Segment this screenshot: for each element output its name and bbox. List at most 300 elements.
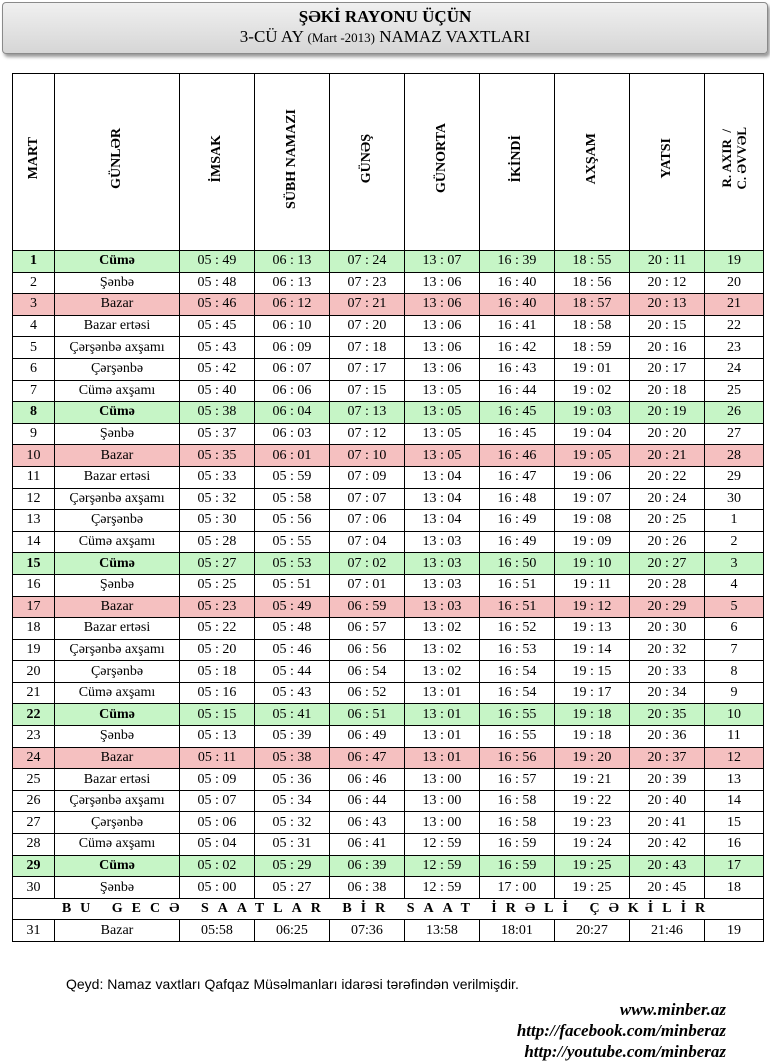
table-row: [13, 358, 764, 380]
table-row: [13, 596, 764, 618]
table-row: [13, 682, 764, 704]
day-number: 7: [13, 380, 55, 402]
time-cell: 16 : 54: [480, 682, 555, 704]
time-cell: 05 : 11: [180, 747, 255, 769]
time-cell: 5: [705, 596, 764, 618]
time-cell: 05 : 20: [180, 639, 255, 661]
day-number: 24: [13, 747, 55, 769]
time-cell: 17 : 00: [480, 877, 555, 899]
time-cell: 18: [705, 877, 764, 899]
time-cell: 19: [705, 251, 764, 273]
time-cell: 16 : 42: [480, 337, 555, 359]
time-cell: 13 : 05: [405, 402, 480, 424]
time-cell: 05 : 46: [180, 294, 255, 316]
time-cell: 18 : 55: [555, 251, 630, 273]
weekday-name: Bazar: [55, 294, 180, 316]
time-cell: 07 : 04: [330, 531, 405, 553]
time-cell: 16 : 50: [480, 553, 555, 575]
time-cell: 05 : 00: [180, 877, 255, 899]
time-cell: 13 : 01: [405, 726, 480, 748]
time-cell: 05 : 29: [255, 855, 330, 877]
time-cell: 20 : 32: [630, 639, 705, 661]
col-yatsi: YATSI: [630, 74, 705, 251]
time-cell: 20 : 41: [630, 812, 705, 834]
time-cell: 06 : 06: [255, 380, 330, 402]
col-gunes: GÜNƏŞ: [330, 74, 405, 251]
time-cell: 9: [705, 682, 764, 704]
table-header-row: [13, 74, 764, 251]
day-number: 2: [13, 272, 55, 294]
time-cell: 27: [705, 423, 764, 445]
time-cell: 13 : 06: [405, 337, 480, 359]
time-cell: 20 : 40: [630, 790, 705, 812]
table-row: [13, 855, 764, 877]
time-cell: 19 : 25: [555, 877, 630, 899]
time-cell: 05 : 49: [255, 596, 330, 618]
time-cell: 05 : 59: [255, 466, 330, 488]
day-number: 20: [13, 661, 55, 683]
time-cell: 07 : 10: [330, 445, 405, 467]
time-cell: 20 : 13: [630, 294, 705, 316]
time-cell: 26: [705, 402, 764, 424]
time-cell: 06 : 09: [255, 337, 330, 359]
time-cell: 06 : 04: [255, 402, 330, 424]
time-cell: 16 : 49: [480, 510, 555, 532]
time-cell: 12 : 59: [405, 855, 480, 877]
day-number: 25: [13, 769, 55, 791]
time-cell: 05 : 13: [180, 726, 255, 748]
table-row: [13, 380, 764, 402]
time-cell: 06 : 13: [255, 272, 330, 294]
time-cell: 07 : 17: [330, 358, 405, 380]
day-number: 30: [13, 877, 55, 899]
time-cell: 16 : 55: [480, 726, 555, 748]
time-cell: 6: [705, 618, 764, 640]
time-cell: 19 : 03: [555, 402, 630, 424]
time-cell: 16 : 59: [480, 855, 555, 877]
time-cell: 16 : 48: [480, 488, 555, 510]
time-cell: 19 : 24: [555, 834, 630, 856]
time-cell: 7: [705, 639, 764, 661]
time-cell: 13 : 03: [405, 553, 480, 575]
time-cell: 20 : 30: [630, 618, 705, 640]
title-month-label: 3-CÜ AY: [239, 27, 308, 46]
day-number: 6: [13, 358, 55, 380]
day-number: 27: [13, 812, 55, 834]
table-row: [13, 337, 764, 359]
day-number: 14: [13, 531, 55, 553]
title-region: ŞƏKİ RAYONU ÜÇÜN: [298, 7, 472, 26]
time-cell: 11: [705, 726, 764, 748]
time-cell: 16 : 51: [480, 596, 555, 618]
time-cell: 05 : 44: [255, 661, 330, 683]
time-cell: 21: [705, 294, 764, 316]
time-cell: 13 : 03: [405, 531, 480, 553]
notice-row: [13, 898, 764, 920]
time-cell: 20: [705, 272, 764, 294]
time-cell: 16 : 46: [480, 445, 555, 467]
table-row: [13, 618, 764, 640]
link-facebook[interactable]: http://facebook.com/minberaz: [516, 1021, 726, 1040]
weekday-name: Şənbə: [55, 423, 180, 445]
time-cell: 16 : 39: [480, 251, 555, 273]
time-cell: 19 : 05: [555, 445, 630, 467]
time-cell: 05 : 35: [180, 445, 255, 467]
table-row: [13, 747, 764, 769]
time-cell: 07 : 15: [330, 380, 405, 402]
day-number: 12: [13, 488, 55, 510]
time-cell: 13 : 05: [405, 445, 480, 467]
time-cell: 15: [705, 812, 764, 834]
weekday-name: Cümə: [55, 704, 180, 726]
time-cell: 05 : 41: [255, 704, 330, 726]
day-number: 5: [13, 337, 55, 359]
time-cell: 24: [705, 358, 764, 380]
time-cell: 07 : 23: [330, 272, 405, 294]
time-cell: 05:58: [180, 920, 255, 942]
time-cell: 20 : 12: [630, 272, 705, 294]
time-cell: 05 : 49: [180, 251, 255, 273]
time-cell: 28: [705, 445, 764, 467]
time-cell: 07 : 09: [330, 466, 405, 488]
weekday-name: Bazar ertəsi: [55, 315, 180, 337]
time-cell: 19 : 04: [555, 423, 630, 445]
time-cell: 16 : 53: [480, 639, 555, 661]
time-cell: 16 : 41: [480, 315, 555, 337]
time-cell: 13 : 06: [405, 315, 480, 337]
table-row: [13, 488, 764, 510]
time-cell: 05 : 46: [255, 639, 330, 661]
time-cell: 19 : 17: [555, 682, 630, 704]
time-cell: 07 : 06: [330, 510, 405, 532]
time-cell: 06 : 10: [255, 315, 330, 337]
time-cell: 06 : 47: [330, 747, 405, 769]
time-cell: 07 : 12: [330, 423, 405, 445]
weekday-name: Cümə: [55, 553, 180, 575]
day-number: 10: [13, 445, 55, 467]
time-cell: 06:25: [255, 920, 330, 942]
time-cell: 20 : 27: [630, 553, 705, 575]
time-cell: 19 : 11: [555, 574, 630, 596]
weekday-name: Çərşənbə: [55, 358, 180, 380]
title-prayer-times: NAMAZ VAXTLARI: [375, 27, 531, 46]
time-cell: 05 : 33: [180, 466, 255, 488]
time-cell: 19 : 14: [555, 639, 630, 661]
time-cell: 05 : 22: [180, 618, 255, 640]
time-cell: 13 : 04: [405, 488, 480, 510]
time-cell: 16 : 40: [480, 272, 555, 294]
time-cell: 13 : 06: [405, 358, 480, 380]
time-cell: 19 : 08: [555, 510, 630, 532]
weekday-name: Cümə axşamı: [55, 531, 180, 553]
time-cell: 16 : 51: [480, 574, 555, 596]
table-row: [13, 877, 764, 899]
weekday-name: Cümə axşamı: [55, 380, 180, 402]
time-cell: 20 : 15: [630, 315, 705, 337]
time-cell: 20 : 37: [630, 747, 705, 769]
day-number: 19: [13, 639, 55, 661]
time-cell: 20 : 39: [630, 769, 705, 791]
time-cell: 16 : 54: [480, 661, 555, 683]
weekday-name: Çərşənbə: [55, 510, 180, 532]
time-cell: 2: [705, 531, 764, 553]
time-cell: 19 : 07: [555, 488, 630, 510]
day-number: 21: [13, 682, 55, 704]
time-cell: 05 : 09: [180, 769, 255, 791]
time-cell: 16 : 43: [480, 358, 555, 380]
weekday-name: Şənbə: [55, 726, 180, 748]
col-mart: MART: [13, 74, 55, 251]
weekday-name: Çərşənbə: [55, 661, 180, 683]
footnote: Qeyd: Namaz vaxtları Qafqaz Müsəlmanları idarəsi tərəfindən verilmişdir.: [66, 976, 519, 992]
col-gunorta: GÜNORTA: [405, 74, 480, 251]
table-row: [13, 251, 764, 273]
day-number: 18: [13, 618, 55, 640]
day-number: 23: [13, 726, 55, 748]
col-gunler: GÜNLƏR: [55, 74, 180, 251]
time-cell: 10: [705, 704, 764, 726]
time-cell: 29: [705, 466, 764, 488]
time-cell: 07 : 24: [330, 251, 405, 273]
weekday-name: Cümə axşamı: [55, 682, 180, 704]
time-cell: 07 : 07: [330, 488, 405, 510]
table-row: [13, 661, 764, 683]
time-cell: 05 : 48: [255, 618, 330, 640]
time-cell: 06 : 51: [330, 704, 405, 726]
time-cell: 16 : 59: [480, 834, 555, 856]
time-cell: 06 : 38: [330, 877, 405, 899]
time-cell: 07 : 18: [330, 337, 405, 359]
time-cell: 05 : 36: [255, 769, 330, 791]
time-cell: 06 : 03: [255, 423, 330, 445]
link-website[interactable]: www.minber.az: [619, 1000, 726, 1019]
time-cell: 06 : 49: [330, 726, 405, 748]
time-cell: 05 : 28: [180, 531, 255, 553]
time-cell: 13 : 01: [405, 682, 480, 704]
time-cell: 20 : 11: [630, 251, 705, 273]
time-cell: 05 : 07: [180, 790, 255, 812]
table-row: [13, 466, 764, 488]
time-cell: 19 : 12: [555, 596, 630, 618]
weekday-name: Bazar: [55, 596, 180, 618]
weekday-name: Çərşənbə axşamı: [55, 488, 180, 510]
table-row: [13, 553, 764, 575]
time-cell: 16 : 47: [480, 466, 555, 488]
time-cell: 12 : 59: [405, 877, 480, 899]
time-cell: 4: [705, 574, 764, 596]
day-number: 17: [13, 596, 55, 618]
time-cell: 05 : 37: [180, 423, 255, 445]
time-cell: 16 : 45: [480, 402, 555, 424]
time-cell: 19 : 23: [555, 812, 630, 834]
time-cell: 18 : 57: [555, 294, 630, 316]
time-cell: 05 : 27: [180, 553, 255, 575]
time-cell: 16 : 45: [480, 423, 555, 445]
time-cell: 18 : 59: [555, 337, 630, 359]
time-cell: 05 : 58: [255, 488, 330, 510]
time-cell: 13 : 07: [405, 251, 480, 273]
table-row: [13, 639, 764, 661]
time-cell: 06 : 59: [330, 596, 405, 618]
time-cell: 30: [705, 488, 764, 510]
time-cell: 17: [705, 855, 764, 877]
time-cell: 05 : 16: [180, 682, 255, 704]
day-number: 4: [13, 315, 55, 337]
time-cell: 06 : 46: [330, 769, 405, 791]
weekday-name: Şənbə: [55, 877, 180, 899]
time-cell: 07 : 21: [330, 294, 405, 316]
col-ikindi: İKİNDİ: [480, 74, 555, 251]
table-row: [13, 315, 764, 337]
time-cell: 13: [705, 769, 764, 791]
time-cell: 20 : 29: [630, 596, 705, 618]
time-cell: 19 : 25: [555, 855, 630, 877]
day-number: 26: [13, 790, 55, 812]
table-row: [13, 294, 764, 316]
time-cell: 06 : 56: [330, 639, 405, 661]
time-cell: 13 : 05: [405, 423, 480, 445]
table-row: [13, 531, 764, 553]
table-row: [13, 423, 764, 445]
time-cell: 05 : 38: [180, 402, 255, 424]
time-cell: 16 : 58: [480, 812, 555, 834]
time-cell: 19 : 10: [555, 553, 630, 575]
table-row: [13, 920, 764, 942]
table-body: [13, 251, 764, 942]
time-cell: 05 : 27: [255, 877, 330, 899]
time-cell: 05 : 32: [180, 488, 255, 510]
time-cell: 13 : 06: [405, 294, 480, 316]
time-cell: 06 : 43: [330, 812, 405, 834]
time-cell: 19 : 22: [555, 790, 630, 812]
time-cell: 20 : 18: [630, 380, 705, 402]
dst-notice: BU GECƏ SAATLAR BİR SAAT İRƏLİ ÇƏKİLİR: [13, 898, 764, 920]
time-cell: 05 : 34: [255, 790, 330, 812]
time-cell: 16: [705, 834, 764, 856]
time-cell: 18:01: [480, 920, 555, 942]
time-cell: 20 : 43: [630, 855, 705, 877]
time-cell: 06 : 12: [255, 294, 330, 316]
time-cell: 13 : 05: [405, 380, 480, 402]
table-row: [13, 402, 764, 424]
time-cell: 16 : 56: [480, 747, 555, 769]
time-cell: 20 : 28: [630, 574, 705, 596]
time-cell: 20 : 35: [630, 704, 705, 726]
time-cell: 19: [705, 920, 764, 942]
time-cell: 05 : 51: [255, 574, 330, 596]
table-row: [13, 704, 764, 726]
time-cell: 07 : 13: [330, 402, 405, 424]
time-cell: 20 : 36: [630, 726, 705, 748]
time-cell: 16 : 52: [480, 618, 555, 640]
time-cell: 07 : 01: [330, 574, 405, 596]
day-number: 28: [13, 834, 55, 856]
table-row: [13, 769, 764, 791]
table-row: [13, 790, 764, 812]
table-row: [13, 812, 764, 834]
time-cell: 16 : 40: [480, 294, 555, 316]
time-cell: 07:36: [330, 920, 405, 942]
time-cell: 05 : 23: [180, 596, 255, 618]
time-cell: 20 : 17: [630, 358, 705, 380]
day-number: 1: [13, 251, 55, 273]
time-cell: 05 : 02: [180, 855, 255, 877]
time-cell: 05 : 18: [180, 661, 255, 683]
day-number: 13: [13, 510, 55, 532]
time-cell: 13:58: [405, 920, 480, 942]
table-row: [13, 510, 764, 532]
weekday-name: Şənbə: [55, 574, 180, 596]
weekday-name: Cümə: [55, 251, 180, 273]
day-number: 29: [13, 855, 55, 877]
time-cell: 05 : 31: [255, 834, 330, 856]
time-cell: 06 : 57: [330, 618, 405, 640]
time-cell: 20 : 45: [630, 877, 705, 899]
time-cell: 25: [705, 380, 764, 402]
time-cell: 20 : 25: [630, 510, 705, 532]
time-cell: 05 : 43: [255, 682, 330, 704]
day-number: 8: [13, 402, 55, 424]
time-cell: 13 : 06: [405, 272, 480, 294]
time-cell: 05 : 06: [180, 812, 255, 834]
time-cell: 16 : 58: [480, 790, 555, 812]
day-number: 31: [13, 920, 55, 942]
time-cell: 05 : 15: [180, 704, 255, 726]
col-axsam: AXŞAM: [555, 74, 630, 251]
time-cell: 20 : 42: [630, 834, 705, 856]
time-cell: 14: [705, 790, 764, 812]
time-cell: 05 : 42: [180, 358, 255, 380]
day-number: 9: [13, 423, 55, 445]
time-cell: 19 : 20: [555, 747, 630, 769]
link-youtube[interactable]: http://youtube.com/minberaz: [524, 1042, 726, 1061]
weekday-name: Çərşənbə axşamı: [55, 337, 180, 359]
title-box: [2, 2, 768, 54]
time-cell: 05 : 25: [180, 574, 255, 596]
time-cell: 16 : 44: [480, 380, 555, 402]
time-cell: 16 : 57: [480, 769, 555, 791]
time-cell: 13 : 03: [405, 596, 480, 618]
time-cell: 3: [705, 553, 764, 575]
time-cell: 19 : 13: [555, 618, 630, 640]
time-cell: 06 : 44: [330, 790, 405, 812]
time-cell: 05 : 38: [255, 747, 330, 769]
time-cell: 20 : 26: [630, 531, 705, 553]
time-cell: 06 : 01: [255, 445, 330, 467]
time-cell: 13 : 02: [405, 639, 480, 661]
time-cell: 20 : 21: [630, 445, 705, 467]
time-cell: 23: [705, 337, 764, 359]
day-number: 3: [13, 294, 55, 316]
weekday-name: Çərşənbə axşamı: [55, 790, 180, 812]
time-cell: 20:27: [555, 920, 630, 942]
time-cell: 13 : 00: [405, 769, 480, 791]
day-number: 15: [13, 553, 55, 575]
time-cell: 12 : 59: [405, 834, 480, 856]
time-cell: 20 : 22: [630, 466, 705, 488]
time-cell: 19 : 01: [555, 358, 630, 380]
col-hijri: R. AXIR / C. ƏVVƏL: [705, 74, 764, 251]
time-cell: 18 : 58: [555, 315, 630, 337]
time-cell: 20 : 16: [630, 337, 705, 359]
table-row: [13, 272, 764, 294]
table-row: [13, 574, 764, 596]
table-row: [13, 834, 764, 856]
time-cell: 19 : 09: [555, 531, 630, 553]
weekday-name: Şənbə: [55, 272, 180, 294]
time-cell: 06 : 07: [255, 358, 330, 380]
time-cell: 06 : 13: [255, 251, 330, 273]
